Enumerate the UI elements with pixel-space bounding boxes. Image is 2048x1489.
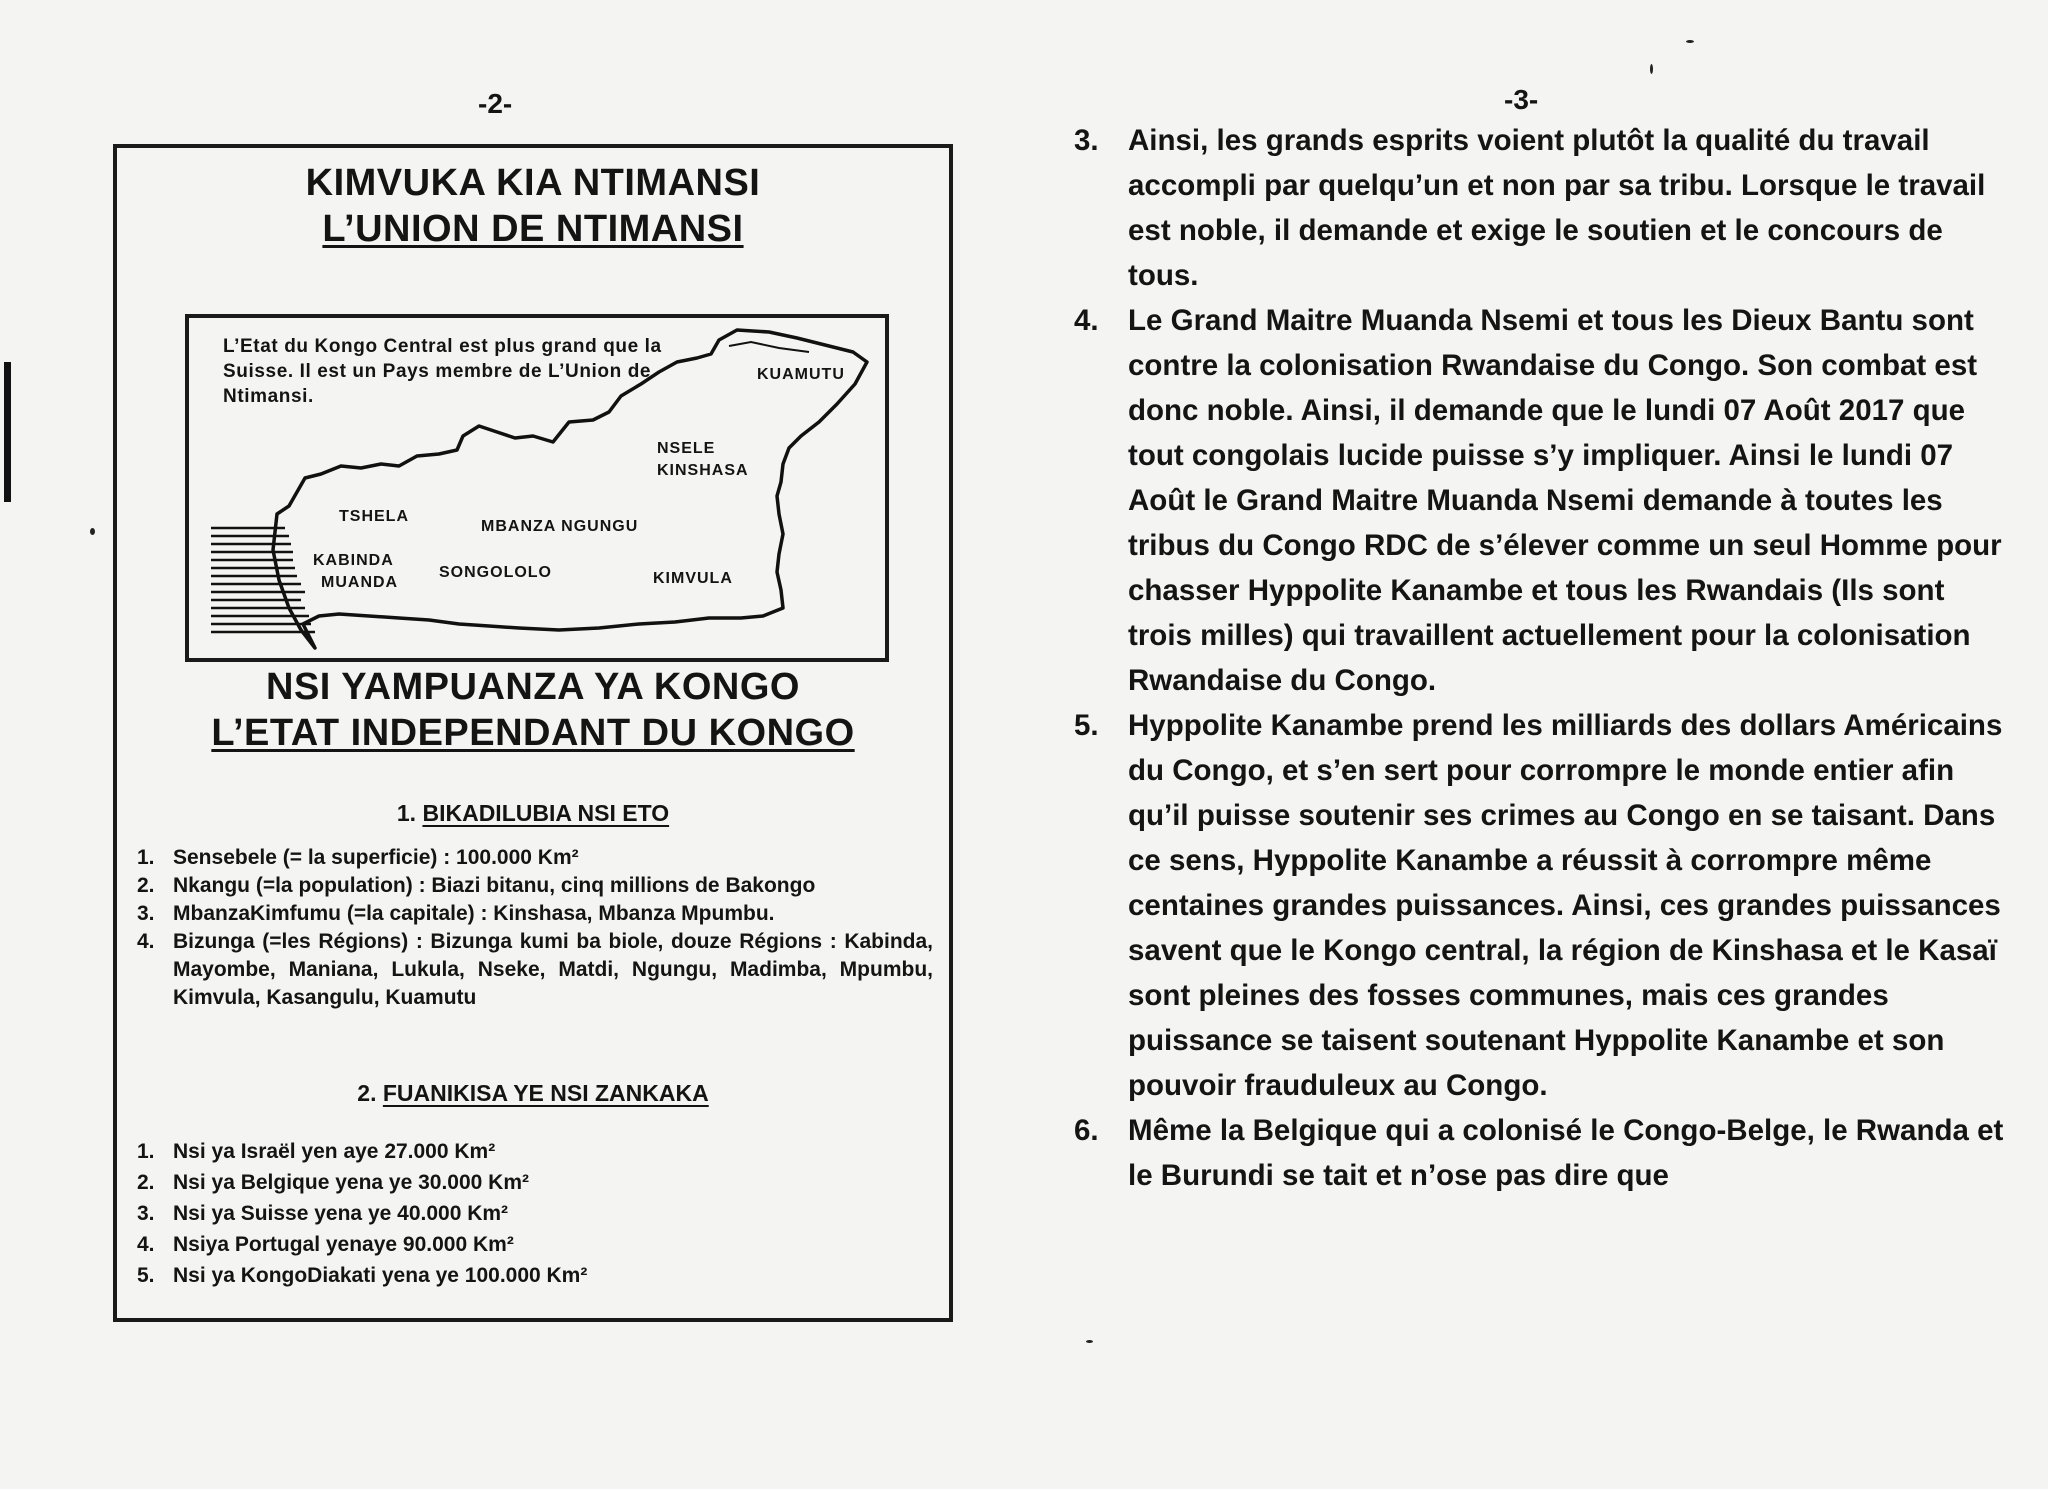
list-item bbox=[137, 844, 933, 872]
list-item bbox=[137, 1198, 933, 1229]
list-item bbox=[137, 1136, 933, 1167]
scan-speck bbox=[1086, 1340, 1093, 1343]
list-item-number: 2. bbox=[137, 1171, 155, 1194]
section-heading-1 bbox=[117, 800, 949, 827]
list-item-number: 5. bbox=[137, 1264, 155, 1287]
list-item-number: 3. bbox=[137, 1202, 155, 1225]
left-page-frame bbox=[113, 144, 953, 1322]
list-item-text: Bizunga (=les Régions) : Bizunga kumi ba biole, douze Régions : Kabinda, Mayombe, Maniana, Lukula, Nseke, Matdi, Ngungu, Madimba, Mpumbu, Kimvula, Kasangulu, Kuamutu bbox=[173, 930, 933, 1009]
list-item-text: Nsi ya Suisse yena ye 40.000 Km² bbox=[173, 1202, 509, 1225]
paragraph-item bbox=[1074, 703, 2004, 1108]
paragraph-item bbox=[1074, 118, 2004, 298]
characteristics-list bbox=[137, 844, 933, 1012]
paragraph-number: 3. bbox=[1074, 124, 1099, 157]
union-subtitle bbox=[117, 208, 949, 251]
map-label-songololo: SONGOLOLO bbox=[439, 564, 552, 581]
list-item-number: 1. bbox=[137, 846, 155, 869]
list-item bbox=[137, 1167, 933, 1198]
list-item-number: 4. bbox=[137, 930, 155, 953]
list-item bbox=[137, 1229, 933, 1260]
scan-binding-mark bbox=[4, 362, 11, 502]
list-item bbox=[137, 928, 933, 1012]
state-subtitle bbox=[117, 712, 949, 755]
section-2-number: 2. bbox=[357, 1080, 377, 1106]
scan-speck bbox=[1650, 64, 1653, 74]
paragraph-number: 6. bbox=[1074, 1114, 1099, 1147]
paragraph-text: Ainsi, les grands esprits voient plutôt la qualité du travail accompli par quelqu’un et non par sa tribu. Lorsque le travail est noble, il demande et exige le soutien et le concours de tous. bbox=[1128, 124, 1986, 292]
map-label-kimvula: KIMVULA bbox=[653, 570, 733, 587]
section-1-title: BIKADILUBIA NSI ETO bbox=[422, 800, 670, 826]
list-item-text: Nsi ya Israël yen aye 27.000 Km² bbox=[173, 1140, 496, 1163]
page-number-left: -2- bbox=[478, 88, 513, 119]
list-item-text: Nsi ya KongoDiakati yena ye 100.000 Km² bbox=[173, 1264, 588, 1287]
list-item-text: Sensebele (= la superficie) : 100.000 Km² bbox=[173, 846, 579, 869]
map-label-kuamutu: KUAMUTU bbox=[757, 366, 845, 383]
map-label-muanda: MUANDA bbox=[321, 574, 399, 591]
list-item-number: 1. bbox=[137, 1140, 155, 1163]
paragraph-item bbox=[1074, 298, 2004, 703]
comparison-list bbox=[137, 1136, 933, 1291]
list-item-text: Nsiya Portugal yenaye 90.000 Km² bbox=[173, 1233, 514, 1256]
list-item-text: Nkangu (=la population) : Biazi bitanu, cinq millions de Bakongo bbox=[173, 874, 816, 897]
list-item-text: MbanzaKimfumu (=la capitale) : Kinshasa, Mbanza Mpumbu. bbox=[173, 902, 775, 925]
list-item-number: 4. bbox=[137, 1233, 155, 1256]
coast-hatching bbox=[211, 528, 315, 632]
paragraph-item bbox=[1074, 1108, 2004, 1198]
paragraph-text: Même la Belgique qui a colonisé le Congo-Belge, le Rwanda et le Burundi se tait et n’ose pas dire que bbox=[1128, 1114, 2004, 1192]
list-item bbox=[137, 900, 933, 928]
list-item-number: 3. bbox=[137, 902, 155, 925]
list-item bbox=[137, 872, 933, 900]
map-label-nsele: NSELE bbox=[657, 440, 716, 457]
list-item-number: 2. bbox=[137, 874, 155, 897]
union-title: KIMVUKA KIA NTIMANSI bbox=[305, 162, 761, 204]
state-title: NSI YAMPUANZA YA KONGO bbox=[266, 666, 800, 708]
section-1-number: 1. bbox=[396, 800, 417, 826]
section-heading-2 bbox=[117, 1080, 949, 1107]
paragraph-text: Hyppolite Kanambe prend les milliards des dollars Américains du Congo, et s’en sert pour corrompre le monde entier afin qu’il puisse soutenir ses crimes au Congo en se taisant. Dans ce sens, Hyppolite Kanambe a réussit à corrompre même centaines grandes puissances. Ainsi, ces grandes puissances savent que le Kongo central, la région de Kinshasa et le Kasaï sont pleines des fosses communes, mais ces grandes puissance se taisent soutenant Hyppolite Kanambe et son pouvoir frauduleux au Congo. bbox=[1128, 709, 2003, 1102]
state-subtitle-text: L’ETAT INDEPENDANT DU KONGO bbox=[211, 712, 855, 754]
paragraph-number: 5. bbox=[1074, 709, 1099, 742]
list-item bbox=[137, 1260, 933, 1291]
map-label-kinshasa: KINSHASA bbox=[657, 462, 749, 479]
map-label-mbanza-ngungu: MBANZA NGUNGU bbox=[481, 518, 639, 535]
numbered-paragraphs bbox=[1074, 118, 2004, 1198]
kongo-central-map bbox=[185, 314, 889, 662]
page-number-right: -3- bbox=[1504, 84, 1539, 115]
paragraph-number: 4. bbox=[1074, 304, 1099, 337]
map-label-kabinda: KABINDA bbox=[313, 552, 394, 569]
paragraph-text: Le Grand Maitre Muanda Nsemi et tous les Dieux Bantu sont contre la colonisation Rwandaise du Congo. Son combat est donc noble. Ainsi, il demande que le lundi 07 Août 2017 que tout congolais lucide puisse s’y impliquer. Ainsi le lundi 07 Août le Grand Maitre Muanda Nsemi demande à toutes les tribus du Congo RDC de s’élever comme un seul Homme pour chasser Hyppolite Kanambe et tous les Rwandais (Ils sont trois milles) qui travaillent actuellement pour la colonisation Rwandaise du Congo. bbox=[1128, 304, 2002, 697]
map-label-tshela: TSHELA bbox=[339, 508, 409, 525]
scan-speck bbox=[90, 528, 95, 535]
union-subtitle-text: L’UNION DE NTIMANSI bbox=[322, 208, 744, 250]
section-2-title: FUANIKISA YE NSI ZANKAKA bbox=[382, 1080, 709, 1106]
scan-speck bbox=[1686, 40, 1694, 43]
list-item-text: Nsi ya Belgique yena ye 30.000 Km² bbox=[173, 1171, 530, 1194]
map-caption: L’Etat du Kongo Central est plus grand que la Suisse. Il est un Pays membre de L’Union de Ntimansi. bbox=[223, 336, 662, 407]
